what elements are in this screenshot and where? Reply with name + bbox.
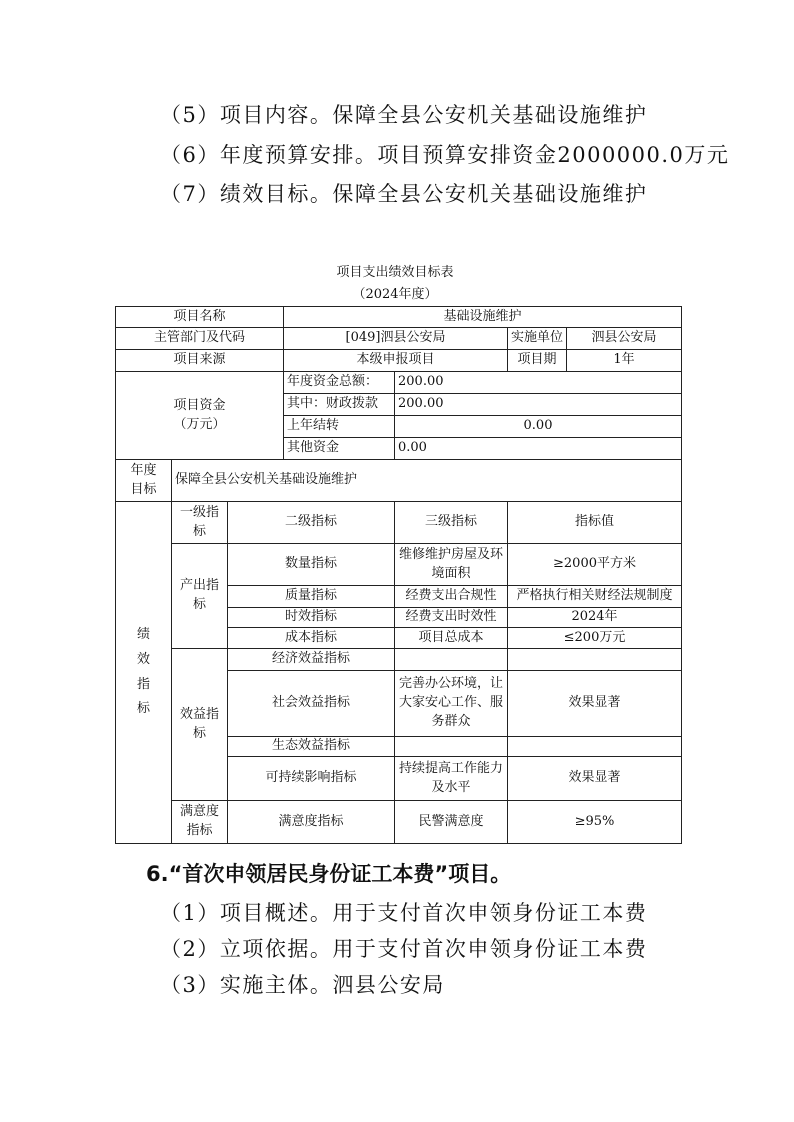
annual-goal-label-line2: 目标 xyxy=(130,481,157,497)
funds-other-value: 0.00 xyxy=(395,438,682,460)
benefit-l3 xyxy=(395,649,508,671)
annual-goal-value: 保障全县公安机关基础设施维护 xyxy=(172,460,682,502)
benefit-l3: 完善办公环境，让大家安心工作、服务群众 xyxy=(395,671,508,737)
project-name-label: 项目名称 xyxy=(116,307,284,328)
table-title: 项目支出绩效目标表 xyxy=(336,265,454,280)
satisfaction-value: ≥95% xyxy=(508,801,682,844)
benefit-value: 效果显著 xyxy=(508,671,682,737)
impl-label: 实施单位 xyxy=(508,328,567,350)
output-group-label: 产出指标 xyxy=(172,544,228,649)
indicators-label-char: 指 xyxy=(136,676,150,692)
annual-goal-label xyxy=(116,460,172,502)
indicators-label-char: 绩 xyxy=(136,627,150,643)
paragraph-implementer: （3）实施主体。泗县公安局 xyxy=(160,973,445,997)
output-value: 严格执行相关财经法规制度 xyxy=(508,586,682,608)
source-label: 项目来源 xyxy=(116,350,284,372)
benefit-l2: 可持续影响指标 xyxy=(228,757,395,801)
annual-goal-label-line1: 年度 xyxy=(130,462,157,478)
benefit-value xyxy=(508,649,682,671)
performance-target-table xyxy=(115,306,682,844)
indicators-label-text xyxy=(137,627,150,716)
header-value: 指标值 xyxy=(508,502,682,544)
benefit-l3 xyxy=(395,737,508,757)
funds-label-line1: 项目资金 xyxy=(173,397,226,413)
paragraph-performance-goal: （7）绩效目标。保障全县公安机关基础设施维护 xyxy=(160,182,648,206)
period-value: 1年 xyxy=(567,350,682,372)
indicators-label xyxy=(116,502,172,844)
paragraph-overview: （1）项目概述。用于支付首次申领身份证工本费 xyxy=(160,901,648,925)
output-l2: 数量指标 xyxy=(228,544,395,586)
indicators-label-char: 标 xyxy=(136,701,150,717)
satisfaction-l2: 满意度指标 xyxy=(228,801,395,844)
benefit-l2: 生态效益指标 xyxy=(228,737,395,757)
benefit-l2: 经济效益指标 xyxy=(228,649,395,671)
output-l3: 经费支出合规性 xyxy=(395,586,508,608)
dept-value: [049]泗县公安局 xyxy=(284,328,508,350)
funds-other-label: 其他资金 xyxy=(284,438,395,460)
funds-total-value: 200.00 xyxy=(395,372,682,394)
paragraph-project-content: （5）项目内容。保障全县公安机关基础设施维护 xyxy=(160,103,648,127)
benefit-value xyxy=(508,737,682,757)
header-level2: 二级指标 xyxy=(228,502,395,544)
output-value: ≥2000平方米 xyxy=(508,544,682,586)
output-l2: 成本指标 xyxy=(228,628,395,649)
header-level3: 三级指标 xyxy=(395,502,508,544)
benefit-l2: 社会效益指标 xyxy=(228,671,395,737)
section-heading: 6.“首次申领居民身份证工本费”项目。 xyxy=(146,862,512,886)
project-name-value: 基础设施维护 xyxy=(284,307,682,328)
funds-total-label: 年度资金总额： xyxy=(284,372,395,394)
output-value: 2024年 xyxy=(508,608,682,628)
satisfaction-l3: 民警满意度 xyxy=(395,801,508,844)
funds-label xyxy=(116,372,284,460)
output-l2: 时效指标 xyxy=(228,608,395,628)
funds-carryover-label: 上年结转 xyxy=(284,416,395,438)
benefit-group-label: 效益指标 xyxy=(172,649,228,801)
output-l3: 维修维护房屋及环境面积 xyxy=(395,544,508,586)
header-level1: 一级指标 xyxy=(172,502,228,544)
funds-fiscal-label: 其中：财政拨款 xyxy=(284,394,395,416)
indicators-label-char: 效 xyxy=(136,651,150,667)
dept-label: 主管部门及代码 xyxy=(116,328,284,350)
satisfaction-group-label: 满意度指标 xyxy=(172,801,228,844)
funds-carryover-value: 0.00 xyxy=(395,416,682,438)
funds-label-line2: （万元） xyxy=(173,416,226,432)
impl-value: 泗县公安局 xyxy=(567,328,682,350)
source-value: 本级申报项目 xyxy=(284,350,508,372)
table-subtitle: （2024年度） xyxy=(352,287,438,302)
period-label: 项目期 xyxy=(508,350,567,372)
output-l3: 项目总成本 xyxy=(395,628,508,649)
funds-fiscal-value: 200.00 xyxy=(395,394,682,416)
benefit-value: 效果显著 xyxy=(508,757,682,801)
output-value: ≤200万元 xyxy=(508,628,682,649)
paragraph-annual-budget: （6）年度预算安排。项目预算安排资金2000000.0万元 xyxy=(160,143,730,167)
output-l3: 经费支出时效性 xyxy=(395,608,508,628)
benefit-l3: 持续提高工作能力及水平 xyxy=(395,757,508,801)
paragraph-basis: （2）立项依据。用于支付首次申领身份证工本费 xyxy=(160,937,648,961)
output-l2: 质量指标 xyxy=(228,586,395,608)
